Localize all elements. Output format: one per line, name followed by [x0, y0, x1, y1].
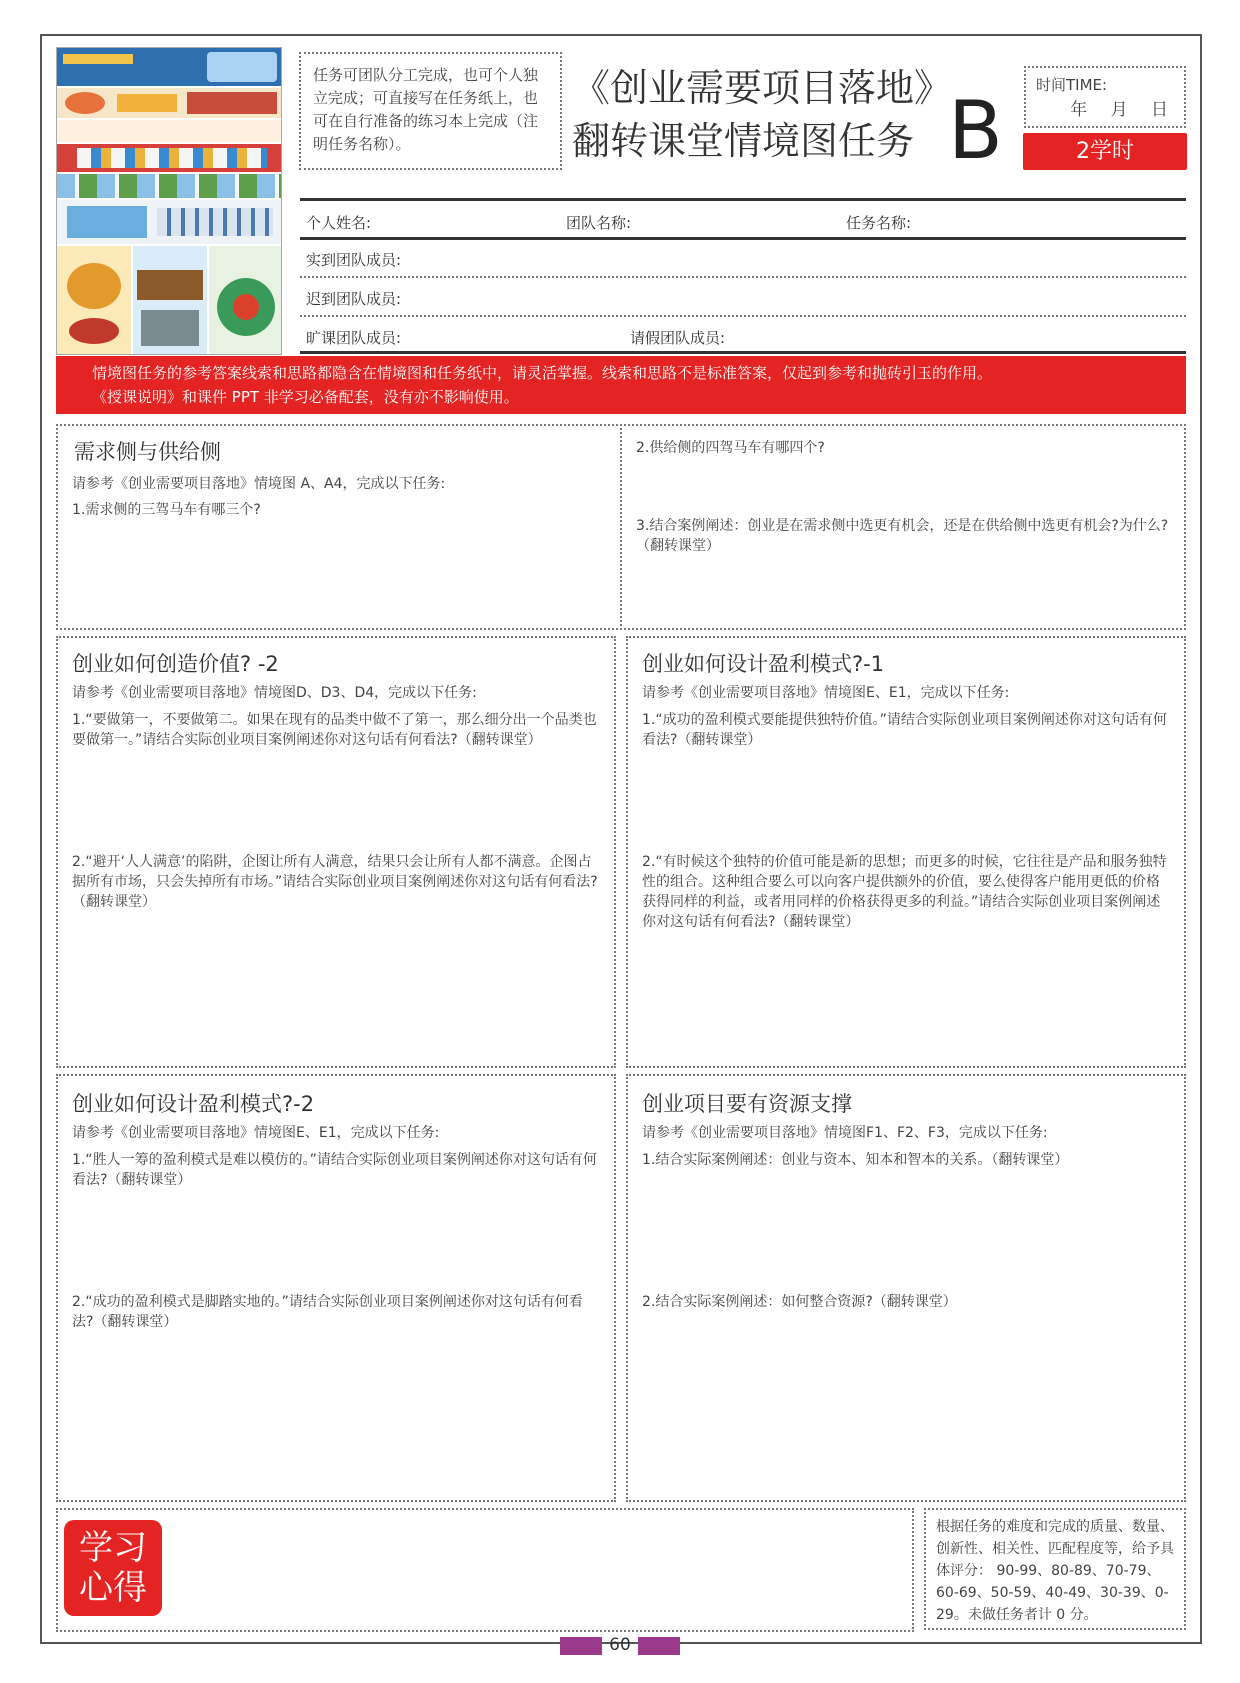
panel-instruction: 请参考《创业需要项目落地》情境图D、D3、D4，完成以下任务: — [72, 685, 477, 701]
absent-members-field[interactable]: 旷课团队成员: — [306, 329, 402, 347]
scoring-note: 根据任务的难度和完成的质量、数量、创新性、相关性、匹配程度等，给予具体评分： 90-99、80-89、70-79、60-69、50-59、40-49、30-39、0-29。未做任务者计 0 分。 — [924, 1508, 1186, 1630]
question-1: 1.需求侧的三驾马车有哪三个? — [72, 502, 261, 518]
question-2: 2.“成功的盈利模式是脚踏实地的。”请结合实际创业项目案例阐述你对这句话有何看法?（翻转课堂） — [72, 1294, 583, 1330]
question-2: 2.供给侧的四驾马车有哪四个? — [636, 440, 825, 456]
divider — [300, 198, 1186, 201]
question-1: 1.“胜人一筹的盈利模式是难以模仿的。”请结合实际创业项目案例阐述你对这句话有何看法?（翻转课堂） — [72, 1152, 597, 1188]
panel-title: 创业如何创造价值? -2 — [72, 652, 279, 676]
personal-name-field[interactable]: 个人姓名: — [306, 214, 372, 232]
title-line-1: 《创业需要项目落地》 — [572, 66, 953, 110]
question-3: 3.结合案例阐述：创业是在需求侧中选更有机会，还是在供给侧中选更有机会?为什么?（翻转课堂） — [636, 518, 1169, 554]
panel-title: 创业项目要有资源支撑 — [642, 1092, 852, 1116]
date-fields: 年 月 日 — [1070, 100, 1172, 120]
instruction-note: 任务可团队分工完成，也可个人独立完成；可直接写在任务纸上，也可在自行准备的练习本上完成（注明任务名称）。 — [299, 52, 562, 170]
late-members-field[interactable]: 迟到团队成员: — [306, 290, 402, 308]
divider — [300, 315, 1186, 317]
question-1: 1.结合实际案例阐述：创业与资本、知本和智本的关系。（翻转课堂） — [642, 1152, 1069, 1168]
question-1: 1.“成功的盈利模式要能提供独特价值。”请结合实际创业项目案例阐述你对这句话有何看法?（翻转课堂） — [642, 712, 1167, 748]
panel-instruction: 请参考《创业需要项目落地》情境图E、E1，完成以下任务: — [72, 1125, 440, 1141]
question-2: 2.“避开‘人人满意’的陷阱，企图让所有人满意，结果只会让所有人都不满意。企图占据所有市场，只会失掉所有市场。”请结合实际创业项目案例阐述你对这句话有何看法?（翻转课堂） — [72, 854, 598, 910]
divider — [300, 276, 1186, 278]
time-box[interactable] — [1024, 66, 1186, 128]
reflection-area[interactable] — [56, 1508, 914, 1632]
time-label: 时间TIME: — [1036, 76, 1108, 94]
title-line-2: 翻转课堂情境图任务 — [572, 119, 915, 163]
question-2: 2.结合实际案例阐述：如何整合资源?（翻转课堂） — [642, 1294, 957, 1310]
panel-instruction: 请参考《创业需要项目落地》情境图F1、F2、F3，完成以下任务: — [642, 1125, 1048, 1141]
divider — [300, 237, 1186, 240]
notice-line-2: 《授课说明》和课件 PPT 非学习必备配套，没有亦不影响使用。 — [92, 388, 519, 406]
task-name-field[interactable]: 任务名称: — [846, 214, 912, 232]
panel-title: 创业如何设计盈利模式?-1 — [642, 652, 885, 676]
page-tab-right — [638, 1637, 680, 1655]
page-number-tab — [560, 1632, 680, 1658]
leave-members-field[interactable]: 请假团队成员: — [630, 329, 726, 347]
question-2: 2.“有时候这个独特的价值可能是新的思想；而更多的时候，它往往是产品和服务独特性的组合。这种组合要么可以向客户提供额外的价值，要么使得客户能用更低的价格获得同样的利益，或者用同样的价格获得更多的利益。”请结合实际创业项目案例阐述你对这句话有何看法?（翻转课堂） — [642, 854, 1167, 930]
panel-divider — [620, 428, 622, 626]
document-title — [572, 62, 972, 168]
class-hours-badge: 2学时 — [1023, 133, 1187, 170]
task-letter: B — [948, 84, 1003, 177]
reflection-badge: 学习心得 — [64, 1520, 162, 1616]
question-1: 1.“要做第一，不要做第二。如果在现有的品类中做不了第一，那么细分出一个品类也要做第一。”请结合实际创业项目案例阐述你对这句话有何看法?（翻转课堂） — [72, 712, 597, 748]
divider — [300, 351, 1186, 354]
panel-instruction: 请参考《创业需要项目落地》情境图E、E1，完成以下任务: — [642, 685, 1010, 701]
page-tab-left — [560, 1637, 602, 1655]
notice-line-1: 情境图任务的参考答案线索和思路都隐含在情境图和任务纸中，请灵活掌握。线索和思路不是标准答案，仅起到参考和抛砖引玉的作用。 — [92, 364, 993, 382]
scene-thumbnail-image — [56, 47, 282, 355]
notice-banner — [56, 356, 1186, 414]
panel-instruction: 请参考《创业需要项目落地》情境图 A、A4，完成以下任务: — [72, 476, 446, 492]
team-name-field[interactable]: 团队名称: — [566, 214, 632, 232]
present-members-field[interactable]: 实到团队成员: — [306, 251, 402, 269]
panel-title: 需求侧与供给侧 — [74, 440, 221, 464]
page-number: 60 — [609, 1635, 631, 1655]
panel-title: 创业如何设计盈利模式?-2 — [72, 1092, 315, 1116]
